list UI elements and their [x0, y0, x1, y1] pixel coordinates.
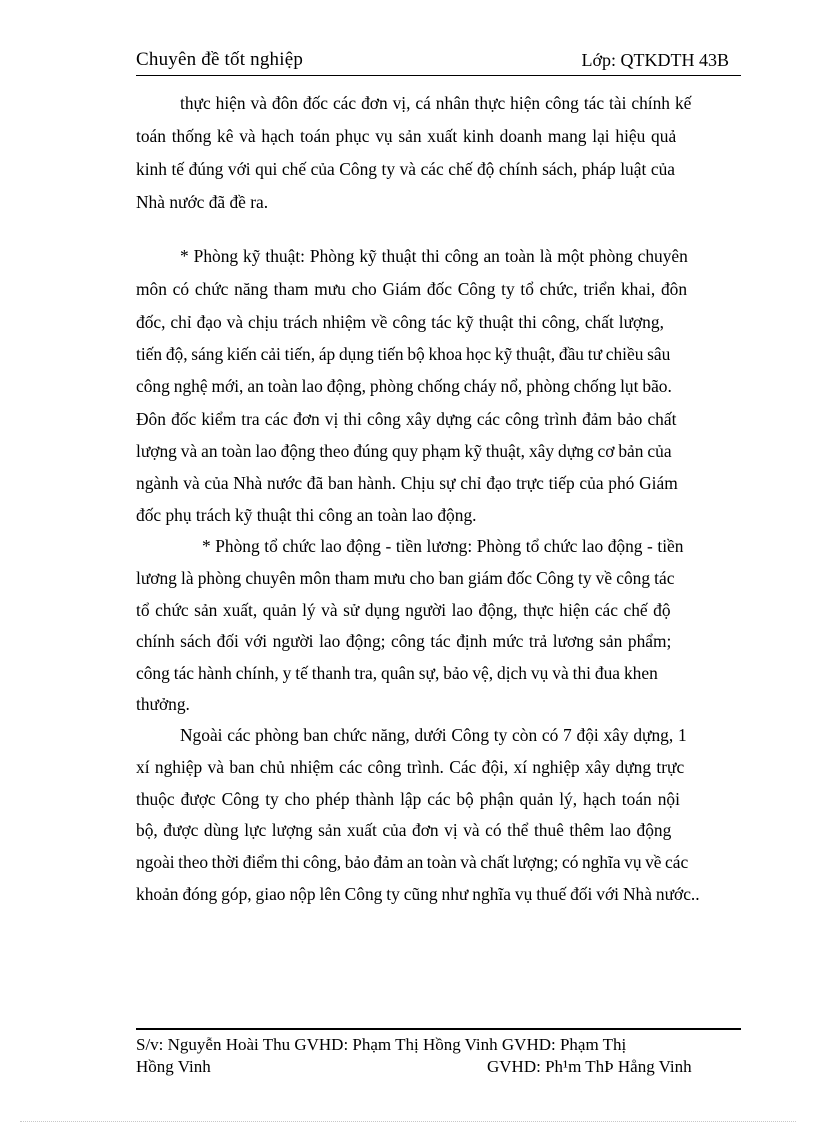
text-line: lương là phòng chuyên môn tham mưu cho ban giám đốc Công ty về công tác — [136, 568, 675, 588]
text-line: tiến độ, sáng kiến cải tiến, áp dụng tiến bộ khoa học kỹ thuật, đầu tư chiều sâu — [136, 344, 671, 364]
footer-line: GVHD: Ph¹m ThÞ Hång Vinh — [487, 1057, 692, 1076]
text-line: khoản đóng góp, giao nộp lên Công ty cũng như nghĩa vụ thuế đối với Nhà nước.. — [136, 884, 700, 904]
text-line: công nghệ mới, an toàn lao động, phòng chống cháy nổ, phòng chống lụt bão. — [136, 376, 672, 396]
text-line: Đôn đốc kiểm tra các đơn vị thi công xây dựng các công trình đảm bảo chất — [136, 409, 677, 429]
text-line: Nhà nước đã đề ra. — [136, 192, 269, 212]
footer-line: Hồng Vinh — [136, 1057, 211, 1076]
page-header — [136, 47, 741, 76]
document-title: Chuyên đề tốt nghiệp — [136, 49, 304, 70]
text-line: * Phòng tổ chức lao động - tiền lương: Phòng tổ chức lao động - tiền — [202, 536, 684, 556]
text-line: toán thống kê và hạch toán phục vụ sản xuất kinh doanh mang lại hiệu quả — [136, 126, 677, 146]
text-line: ngành và của Nhà nước đã ban hành. Chịu sự chỉ đạo trực tiếp của phó Giám — [136, 473, 678, 493]
text-line: xí nghiệp và ban chủ nhiệm các công trình. Các đội, xí nghiệp xây dựng trực — [136, 757, 685, 777]
footer-line: S/v: Nguyễn Hoài Thu GVHD: Phạm Thị Hồng Vinh GVHD: Phạm Thị — [136, 1035, 627, 1054]
text-line: Ngoài các phòng ban chức năng, dưới Công ty còn có 7 đội xây dựng, 1 — [180, 725, 687, 745]
text-line: lượng và an toàn lao động theo đúng quy phạm kỹ thuật, xây dựng cơ bản của — [136, 441, 672, 461]
text-line: thực hiện và đôn đốc các đơn vị, cá nhân thực hiện công tác tài chính kế — [180, 93, 692, 113]
text-line: công tác hành chính, y tế thanh tra, quân sự, bảo vệ, dịch vụ và thi đua khen — [136, 663, 658, 683]
text-line: * Phòng kỹ thuật: Phòng kỹ thuật thi công an toàn là một phòng chuyên — [180, 246, 688, 266]
text-line: thuộc được Công ty cho phép thành lập các bộ phận quản lý, hạch toán nội — [136, 789, 680, 809]
text-line: bộ, được dùng lực lượng sản xuất của đơn vị và có thể thuê thêm lao động — [136, 820, 672, 840]
text-line: chính sách đối với người lao động; công tác định mức trả lương sản phẩm; — [136, 631, 672, 651]
text-line: ngoài theo thời điểm thi công, bảo đảm an toàn và chất lượng; có nghĩa vụ về các — [136, 852, 689, 872]
text-line: đốc phụ trách kỹ thuật thi công an toàn lao động. — [136, 505, 477, 525]
class-label: Lớp: QTKDTH 43B — [581, 50, 729, 70]
text-line: thưởng. — [136, 694, 190, 714]
text-line: môn có chức năng tham mưu cho Giám đốc Công ty tổ chức, triển khai, đôn — [136, 279, 688, 299]
text-line: kinh tế đúng với qui chế của Công ty và các chế độ chính sách, pháp luật của — [136, 159, 675, 179]
text-line: tổ chức sản xuất, quản lý và sử dụng người lao động, thực hiện các chế độ — [136, 600, 671, 620]
page-footer — [136, 1028, 741, 1076]
page-edge-divider — [20, 1121, 796, 1122]
text-line: đốc, chỉ đạo và chịu trách nhiệm về công tác kỹ thuật thi công, chất lượng, — [136, 312, 664, 332]
